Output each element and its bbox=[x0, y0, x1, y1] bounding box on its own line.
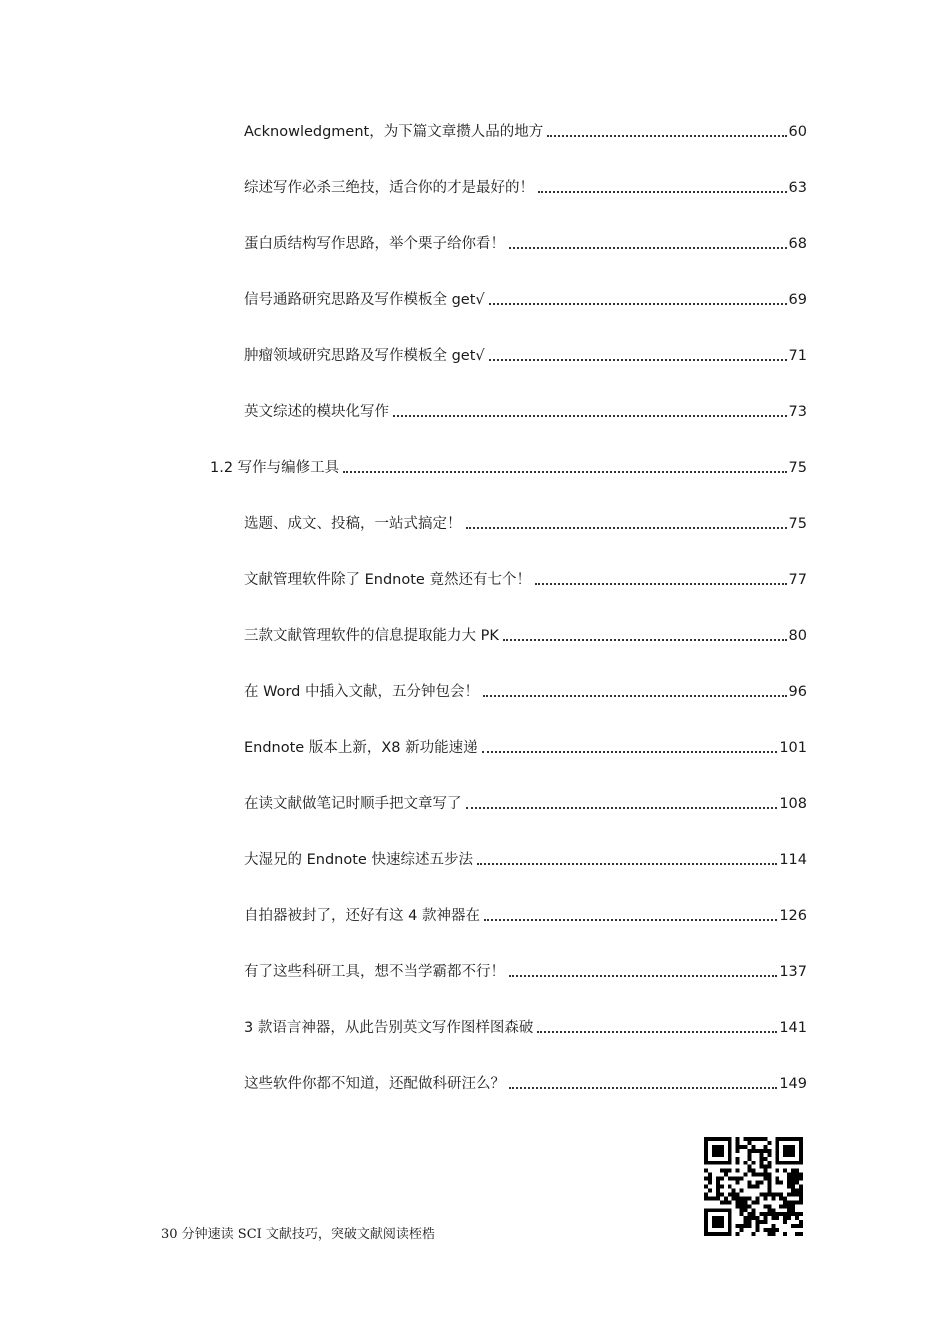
qr-code-icon[interactable] bbox=[704, 1137, 803, 1236]
toc-leader-dots bbox=[466, 527, 787, 529]
toc-leader-dots bbox=[489, 303, 787, 305]
toc-leader-dots bbox=[503, 639, 787, 641]
toc-leader-dots bbox=[509, 975, 777, 977]
toc-entry-title: 1.2 写作与编修工具 bbox=[210, 460, 340, 476]
toc-entry-page: 75 bbox=[788, 516, 807, 532]
toc-entry-page: 60 bbox=[788, 124, 807, 140]
toc-entry-page: 108 bbox=[779, 796, 807, 812]
toc-entry-page: 141 bbox=[779, 1020, 807, 1036]
toc-entry-title: 文献管理软件除了 Endnote 竟然还有七个！ bbox=[244, 572, 531, 588]
toc-leader-dots bbox=[535, 583, 787, 585]
toc-entry-page: 69 bbox=[788, 292, 807, 308]
toc-entry-page: 101 bbox=[779, 740, 807, 756]
toc-entry[interactable] bbox=[244, 958, 807, 982]
toc-entry-title: Acknowledgment，为下篇文章攒人品的地方 bbox=[244, 124, 544, 140]
toc-leader-dots bbox=[509, 1087, 777, 1089]
toc-entry[interactable] bbox=[244, 342, 807, 366]
toc-entry-title: 在 Word 中插入文献，五分钟包会！ bbox=[244, 684, 479, 700]
toc-entry-page: 96 bbox=[788, 684, 807, 700]
toc-entry-page: 126 bbox=[779, 908, 807, 924]
toc-entry-title: 英文综述的模块化写作 bbox=[244, 404, 389, 420]
toc-entry-page: 73 bbox=[788, 404, 807, 420]
toc-entry-page: 75 bbox=[788, 460, 807, 476]
toc-entry-page: 63 bbox=[788, 180, 807, 196]
toc-entry-title: 信号通路研究思路及写作模板全 get√ bbox=[244, 292, 485, 308]
toc-entry-title: 自拍器被封了，还好有这 4 款神器在 bbox=[244, 908, 480, 924]
toc-entry[interactable] bbox=[244, 1014, 807, 1038]
toc-section-entry[interactable] bbox=[210, 454, 807, 478]
toc-entry[interactable] bbox=[244, 118, 807, 142]
toc-entry-title: 肿瘤领域研究思路及写作模板全 get√ bbox=[244, 348, 485, 364]
toc-entry[interactable] bbox=[244, 398, 807, 422]
toc-entry[interactable] bbox=[244, 902, 807, 926]
toc-entry[interactable] bbox=[244, 510, 807, 534]
toc-leader-dots bbox=[489, 359, 787, 361]
toc-leader-dots bbox=[482, 751, 778, 753]
toc-entry[interactable] bbox=[244, 286, 807, 310]
toc-leader-dots bbox=[538, 191, 787, 193]
toc-entry-title: 蛋白质结构写作思路，举个栗子给你看！ bbox=[244, 236, 505, 252]
toc-entry-title: 3 款语言神器，从此告别英文写作图样图森破 bbox=[244, 1020, 534, 1036]
toc-entry-page: 114 bbox=[779, 852, 807, 868]
toc-entry[interactable] bbox=[244, 566, 807, 590]
toc-leader-dots bbox=[393, 415, 787, 417]
toc-entry-page: 137 bbox=[779, 964, 807, 980]
toc-entry-title: 有了这些科研工具，想不当学霸都不行！ bbox=[244, 964, 505, 980]
toc-leader-dots bbox=[343, 471, 786, 473]
toc-leader-dots bbox=[537, 1031, 777, 1033]
toc-leader-dots bbox=[547, 135, 786, 137]
toc-entry[interactable] bbox=[244, 790, 807, 814]
toc-entry-title: 三款文献管理软件的信息提取能力大 PK bbox=[244, 628, 499, 644]
toc-entry-title: 在读文献做笔记时顺手把文章写了 bbox=[244, 796, 462, 812]
toc-entry[interactable] bbox=[244, 846, 807, 870]
toc-entry-page: 68 bbox=[788, 236, 807, 252]
toc-entry-title: 选题、成文、投稿，一站式搞定！ bbox=[244, 516, 462, 532]
toc-entry-page: 149 bbox=[779, 1076, 807, 1092]
toc-entry-title: 大湿兄的 Endnote 快速综述五步法 bbox=[244, 852, 473, 868]
toc-leader-dots bbox=[466, 807, 778, 809]
toc-entry-title: Endnote 版本上新，X8 新功能速递 bbox=[244, 740, 478, 756]
toc-entry[interactable] bbox=[244, 174, 807, 198]
toc-entry-title: 综述写作必杀三绝技，适合你的才是最好的！ bbox=[244, 180, 534, 196]
toc-entry-page: 80 bbox=[788, 628, 807, 644]
toc-entry[interactable] bbox=[244, 734, 807, 758]
toc-entry[interactable] bbox=[244, 678, 807, 702]
toc-entry[interactable] bbox=[244, 230, 807, 254]
toc-leader-dots bbox=[477, 863, 777, 865]
toc-entry-page: 77 bbox=[788, 572, 807, 588]
toc-leader-dots bbox=[509, 247, 787, 249]
toc-entry[interactable] bbox=[244, 1070, 807, 1094]
toc-leader-dots bbox=[484, 919, 777, 921]
toc-leader-dots bbox=[483, 695, 787, 697]
toc-entry[interactable] bbox=[244, 622, 807, 646]
toc-entry-page: 71 bbox=[788, 348, 807, 364]
toc-entry-title: 这些软件你都不知道，还配做科研汪么？ bbox=[244, 1076, 505, 1092]
footer-text: 30 分钟速读 SCI 文献技巧，突破文献阅读桎梏 bbox=[161, 1227, 435, 1242]
